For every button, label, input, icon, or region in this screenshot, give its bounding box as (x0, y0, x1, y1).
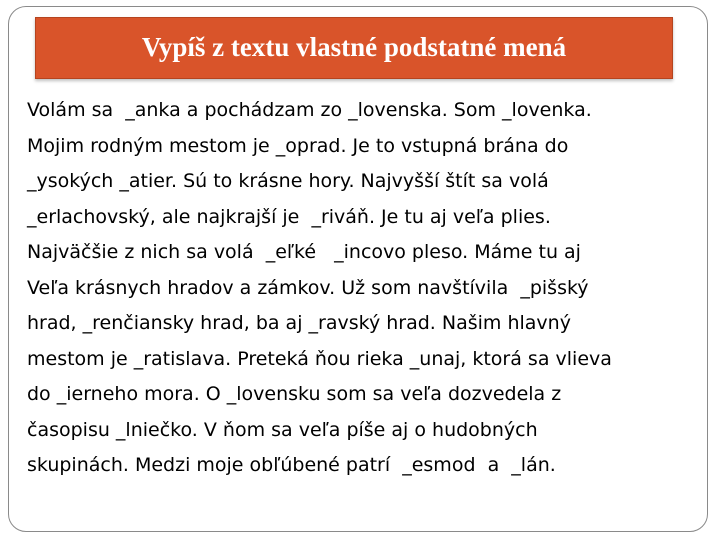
text-line: do _ierneho mora. O _lovensku som sa veľa dozvedela z (27, 383, 562, 405)
text-line: Mojim rodným mestom je _oprad. Je to vstupná brána do (27, 134, 569, 157)
slide-title: Vypíš z textu vlastné podstatné mená (141, 32, 567, 62)
slide (8, 6, 708, 532)
text-line: mestom je _ratislava. Preteká ňou rieka _unaj, ktorá sa vlieva (27, 347, 612, 370)
text-line: časopisu _lniečko. V ňom sa veľa píše aj o hudobných (27, 418, 538, 441)
text-line: _erlachovský, ale najkrajší je _riváň. Je tu aj veľa plies. (27, 205, 551, 228)
text-line: _ysokých _atier. Sú to krásne hory. Najvyšší štít sa volá (27, 170, 549, 192)
title-banner (35, 17, 673, 79)
text-line: hrad, _renčiansky hrad, ba aj _ravský hrad. Našim hlavný (27, 312, 571, 334)
text-line: Veľa krásnych hradov a zámkov. Už som navštívila _pišský (27, 276, 589, 299)
exercise-text (27, 93, 697, 484)
text-line: Najväčšie z nich sa volá _eľké _incovo pleso. Máme tu aj (27, 241, 581, 263)
text-line: skupinách. Medzi moje obľúbené patrí _esmod a _lán. (27, 454, 556, 476)
text-line: Volám sa _anka a pochádzam zo _lovenska. Som _lovenka. (27, 99, 592, 121)
